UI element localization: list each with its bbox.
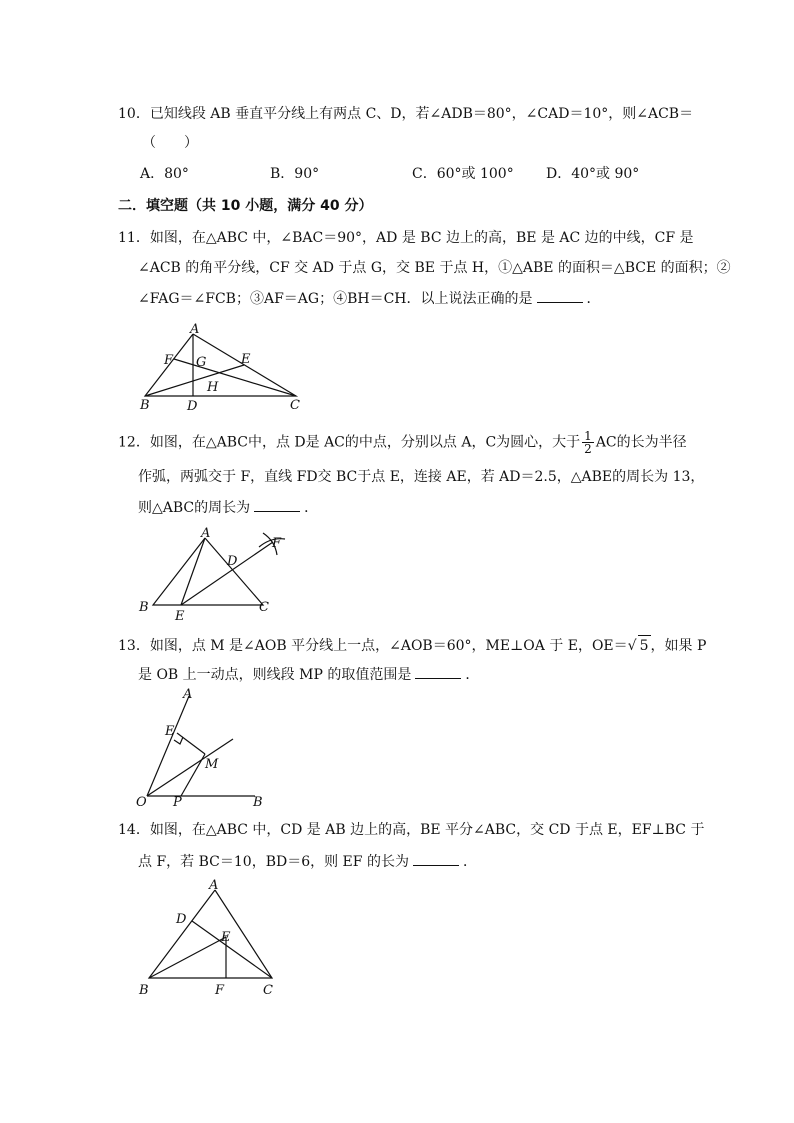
q12-line2: 作弧，两弧交于 F，直线 FD交 BC于点 E，连接 AE，若 AD＝2.5，△ABE的周长为 13， [138,469,705,485]
q11-median-be [145,365,244,396]
q12-line3-end: ． [304,500,319,516]
q14-label-c: C [263,983,273,998]
sqrt-sign: √ [627,638,637,654]
q14-label-b: B [139,983,149,998]
q14-line1: 14．如图，在△ABC 中，CD 是 AB 边上的高，BE 平分∠ABC，交 CD 于点 E，EF⊥BC 于 [118,822,705,838]
q14-label-f: F [215,983,225,998]
q13-line2 [138,664,479,685]
answer-blank[interactable] [415,664,461,679]
q13-bisector-om [147,739,233,796]
q14-line2-text: 点 F，若 BC＝10，BD＝6，则 EF 的长为 [138,854,409,870]
q13-line2-text: 是 OB 上一动点，则线段 MP 的取值范围是 [138,667,412,683]
q13-label-o: O [136,795,147,810]
q13-label-b: B [253,795,263,810]
q11-label-d: D [187,399,198,414]
q11-line3-text: ∠FAG＝∠FCB；③AF＝AG；④BH＝CH．以上说法正确的是 [138,291,533,307]
q11-label-e: E [241,352,251,367]
q14-label-d: D [176,912,187,927]
q13-label-m: M [205,757,219,772]
q11-label-g: G [196,355,207,370]
q10-line1: 10．已知线段 AB 垂直平分线上有两点 C、D，若∠ADB＝80°，∠CAD＝10°，则∠ACB＝ [118,106,694,122]
answer-blank[interactable] [254,497,300,512]
q13-perpendicular-me [177,733,205,754]
q13-line2-end: ． [465,667,480,683]
q10-option-c: C．60°或 100° [412,166,514,182]
answer-blank[interactable] [413,851,459,866]
q12-figure [135,525,295,625]
q13-label-a: A [183,687,193,702]
q11-label-b: B [140,398,150,413]
q11-label-f: F [164,353,174,368]
q13-line1-b: ，如果 P [650,638,707,654]
q11-line1: 11．如图，在△ABC 中，∠BAC＝90°，AD 是 BC 边上的高，BE 是 AC 边的中线，CF 是 [118,230,694,246]
q11-label-c: C [290,398,300,413]
q11-line3 [138,288,601,309]
q11-label-h: H [207,380,219,395]
q14-label-a: A [209,878,219,893]
q13-right-angle-mark [174,737,183,744]
q12-line1 [118,430,687,455]
q13-figure [133,688,273,813]
q12-label-e: E [175,609,185,624]
q13-segment-mp [181,754,205,796]
sqrt-value: 5 [638,635,651,656]
q12-line3 [138,497,318,518]
q12-label-c: C [259,600,269,615]
q12-triangle [153,538,263,605]
q12-label-b: B [139,600,149,615]
q13-label-e: E [165,724,175,739]
fraction-numerator: 1 [584,429,592,443]
q14-bisector-be [149,937,226,978]
fraction-half [582,430,594,455]
q14-line2-end: ． [462,854,477,870]
answer-blank[interactable] [537,288,583,303]
q12-line3-text: 则△ABC的周长为 [138,500,251,516]
q12-label-a: A [201,526,211,541]
q11-line2: ∠ACB 的角平分线，CF 交 AD 于点 G，交 BE 于点 H，①△ABE 的面积＝△BCE 的面积；② [138,260,731,276]
q12-line1-b: AC的长为半径 [595,434,687,451]
q12-segment-ae [181,538,205,605]
q14-figure [135,876,295,1001]
q10-option-a: A．80° [140,166,189,182]
q13-ray-oa [147,696,189,796]
q11-figure [130,320,320,415]
q12-label-f: F [272,536,282,551]
q10-line2: （ ） [142,135,198,151]
q13-line1 [118,635,706,656]
q12-line1-a: 12．如图，在△ABC中，点 D是 AC的中点，分别以点 A，C为圆心，大于 [118,434,581,451]
q11-label-a: A [190,322,200,337]
q14-label-e: E [221,930,231,945]
q14-line2 [138,851,477,872]
q10-option-b: B．90° [270,166,320,182]
q10-option-d: D．40°或 90° [546,166,640,182]
section-title: 二．填空题（共 10 小题，满分 40 分） [118,198,373,214]
q14-altitude-cd [192,921,272,978]
q13-label-p: P [173,795,182,810]
q11-bisector-cf [174,359,296,396]
q12-label-d: D [227,554,238,569]
q13-line1-a: 13．如图，点 M 是∠AOB 平分线上一点，∠AOB＝60°，ME⊥OA 于 E，OE＝ [118,638,628,654]
q11-line3-end: ． [586,291,601,307]
fraction-denominator: 2 [584,442,592,456]
